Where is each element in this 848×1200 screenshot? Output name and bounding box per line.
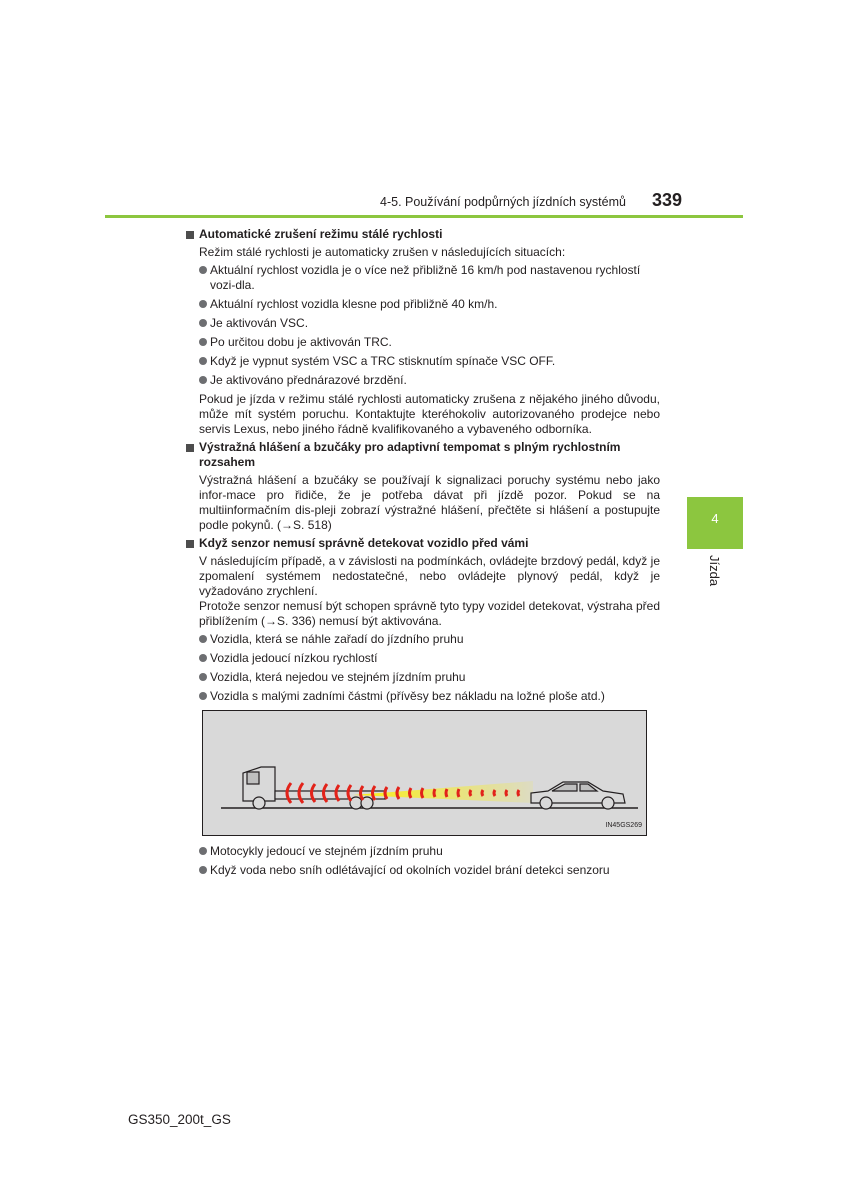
chapter-tab (687, 497, 743, 549)
circle-bullet-icon (199, 692, 207, 700)
section-intro: Režim stálé rychlosti je automaticky zrušen v následujících situacích: (199, 245, 566, 259)
section-text: V následujícím případě, a v závislosti na podmínkách, ovládejte brzdový pedál, když je zpomalení systémem nedostatečné, nebo ovládejte plynový pedál, když je vyžadováno zrychlení. (199, 554, 660, 598)
circle-bullet-icon (199, 319, 207, 327)
list-item: Vozidla jedoucí nízkou rychlostí (199, 651, 660, 666)
header-section-title: 4-5. Používání podpůrných jízdních systémů (380, 195, 626, 209)
section-heading: Výstražná hlášení a bzučáky pro adaptivní tempomat s plným rychlostním rozsahem (186, 440, 660, 470)
list-item: Aktuální rychlost vozidla klesne pod přibližně 40 km/h. (199, 297, 660, 312)
chapter-label: Jízda (707, 555, 722, 587)
list-item: Vozidla, která se náhle zařadí do jízdního pruhu (199, 632, 660, 647)
illustration-svg (203, 711, 646, 835)
section-heading: Automatické zrušení režimu stálé rychlosti (186, 227, 660, 242)
list-item: Když je vypnut systém VSC a TRC stisknutím spínače VSC OFF. (199, 354, 660, 369)
main-content (186, 225, 660, 882)
list-item: Po určitou dobu je aktivován TRC. (199, 335, 660, 350)
circle-bullet-icon (199, 847, 207, 855)
square-bullet-icon (186, 231, 194, 239)
circle-bullet-icon (199, 673, 207, 681)
list-item: Když voda nebo sníh odlétávající od okolních vozidel brání detekci senzoru (199, 863, 660, 878)
circle-bullet-icon (199, 357, 207, 365)
list-item: Motocykly jedoucí ve stejném jízdním pruhu (199, 844, 660, 859)
chapter-number: 4 (711, 511, 719, 526)
page-number: 339 (652, 190, 683, 210)
circle-bullet-icon (199, 338, 207, 346)
car (531, 782, 625, 809)
circle-bullet-icon (199, 376, 207, 384)
header-rule (105, 215, 743, 218)
circle-bullet-icon (199, 866, 207, 874)
circle-bullet-icon (199, 654, 207, 662)
footer-model-code: GS350_200t_GS (128, 1112, 231, 1127)
list-item: Vozidla, která nejedou ve stejném jízdním pruhu (199, 670, 660, 685)
list-item: Je aktivován VSC. (199, 316, 660, 331)
list-item: Aktuální rychlost vozidla je o více než přibližně 16 km/h pod nastavenou rychlostí vozi-dla. (199, 263, 660, 293)
section-text: Výstražná hlášení a bzučáky se používají k signalizaci poruchy systému nebo jako infor-mace pro řidiče, že je potřeba dávat při jízdě pozor. Pokud se na multiinformačním dis-pleji zobrazí výstražné hlášení, přečtěte si hlášení a postupujte podle pokynů. (→S. 518) (199, 473, 660, 532)
section-outro: Pokud je jízda v režimu stálé rychlosti automaticky zrušena z nějakého jiného důvodu, může mít systém poruchu. Kontaktujte kteréhokoliv autorizovaného prodejce nebo servis Lexus, nebo jiného řádně kvalifikovaného a vybaveného odborníka. (199, 392, 660, 436)
circle-bullet-icon (199, 300, 207, 308)
circle-bullet-icon (199, 266, 207, 274)
section-heading: Když senzor nemusí správně detekovat vozidlo před vámi (186, 536, 660, 551)
square-bullet-icon (186, 444, 194, 452)
circle-bullet-icon (199, 635, 207, 643)
list-item: Je aktivováno přednárazové brzdění. (199, 373, 660, 388)
truck-radar-illustration (202, 710, 647, 836)
list-item: Vozidla s malými zadními částmi (přívěsy bez nákladu na ložné ploše atd.) (199, 689, 660, 704)
square-bullet-icon (186, 540, 194, 548)
section-text: Protože senzor nemusí být schopen správně tyto typy vozidel detekovat, výstraha před přiblížením (→S. 336) nemusí být aktivována. (199, 599, 660, 628)
figure-code: IN45GS269 (605, 822, 642, 829)
